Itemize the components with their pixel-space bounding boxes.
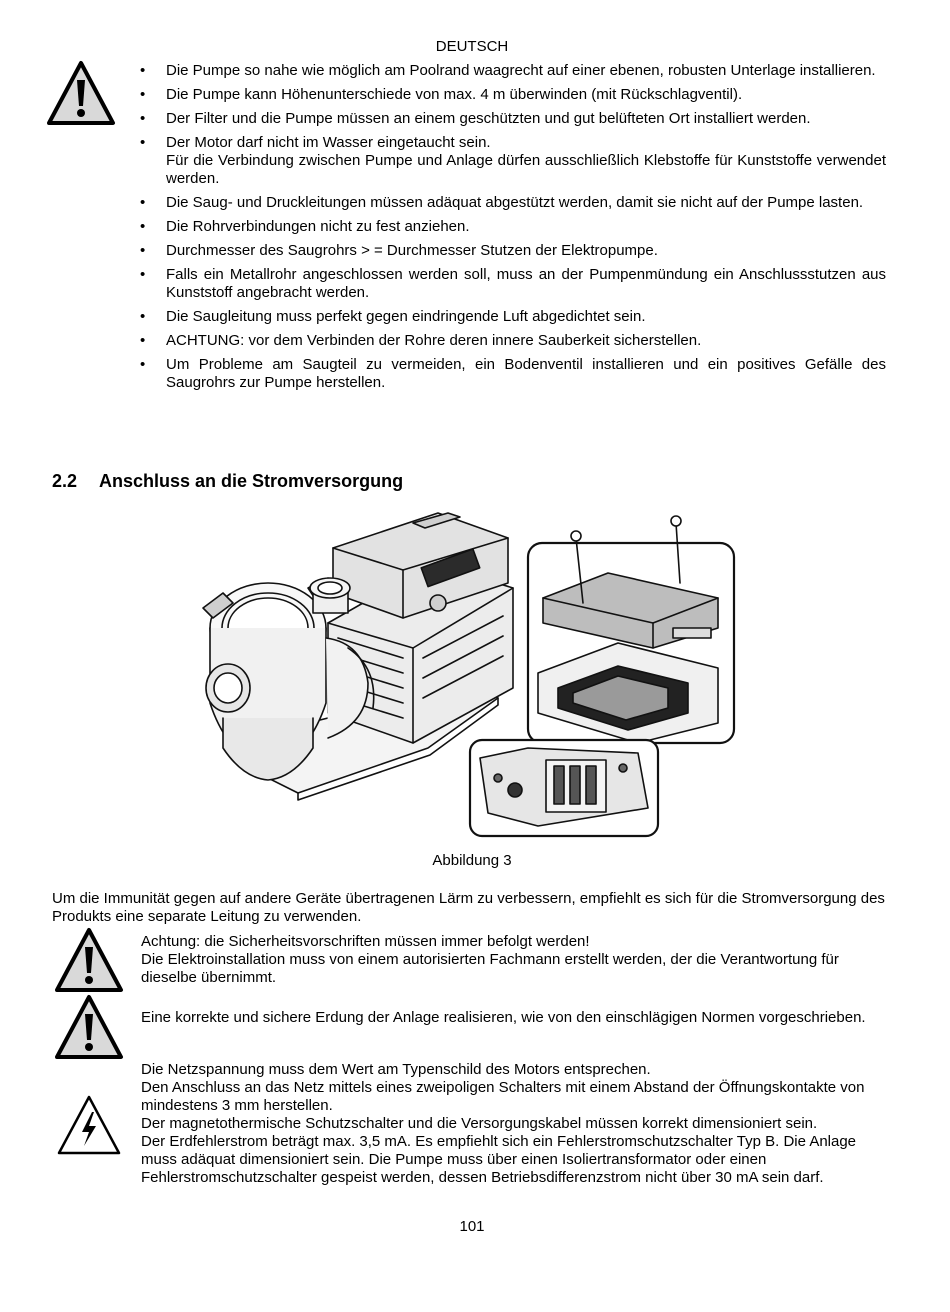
installation-notes-list: [140, 62, 886, 398]
list-item-text: • Die Pumpe kann Höhenunterschiede von max. 4 m überwinden (mit Rückschlagventil).: [166, 86, 743, 103]
page-number: 101: [459, 1218, 485, 1235]
list-item-text: • Die Rohrverbindungen nicht zu fest anziehen.: [166, 218, 470, 235]
list-item: [140, 356, 886, 392]
list-item-text: • Die Pumpe so nahe wie möglich am Poolrand waagrecht auf einer ebenen, robusten Unterlage installieren.: [166, 62, 876, 79]
pump-wiring-illustration: [198, 508, 742, 848]
notice-line: Der Erdfehlerstrom beträgt max. 3,5 mA. Es empfiehlt sich ein Fehlerstromschutzschalter Typ B. Die Anlage muss adäquat dimensioniert sein. Die Pumpe muss über einen Isoliertransformator oder einen Fehlerstromschutzschalter gespeist werden, dessen Betriebsdifferenzstrom nicht über 30 mA sein darf.: [141, 1133, 857, 1186]
safety-notice: [141, 933, 881, 987]
list-item-text: • Die Saug- und Druckleitungen müssen adäquat abgestützt werden, damit sie nicht auf der Pumpe lasten.: [166, 194, 864, 211]
list-item: [140, 134, 886, 188]
list-item-text: • Die Saugleitung muss perfekt gegen eindringende Luft abgedichtet sein.: [166, 308, 646, 325]
high-voltage-icon: [56, 1094, 122, 1156]
notice-line: Der magnetothermische Schutzschalter und die Versorgungskabel müssen korrekt dimensioniert sein.: [141, 1115, 818, 1132]
list-item-text: • Der Filter und die Pumpe müssen an einem geschützten und gut belüfteten Ort installiert werden.: [166, 110, 811, 127]
list-item: [140, 308, 886, 326]
warning-triangle-icon: [54, 927, 124, 993]
notice-line: Die Netzspannung muss dem Wert am Typenschild des Motors entsprechen.: [141, 1061, 651, 1078]
intro-paragraph: Um die Immunität gegen auf andere Geräte übertragenen Lärm zu verbessern, empfiehlt es sich für die Stromversorgung des Produkts eine separate Leitung zu verwenden.: [52, 890, 885, 925]
list-item-text: • Falls ein Metallrohr angeschlossen werden soll, muss an der Pumpenmündung ein Anschlussstutzen aus Kunststoff angebracht werden.: [166, 266, 886, 301]
list-item: [140, 194, 886, 212]
grounding-notice: [141, 1009, 881, 1027]
list-item-text: Für die Verbindung zwischen Pumpe und Anlage dürfen ausschließlich Klebstoffe für Kunststoffe verwendet werden.: [166, 152, 886, 187]
electrical-notice: [141, 1061, 881, 1187]
notice-line: Die Elektroinstallation muss von einem autorisierten Fachmann erstellt werden, der die Verantwortung für dieselbe übernimmt.: [141, 951, 839, 986]
section-title: Anschluss an die Stromversorgung: [99, 471, 404, 491]
list-item: [140, 332, 886, 350]
notice-line: Achtung: die Sicherheitsvorschriften müssen immer befolgt werden!: [141, 933, 590, 950]
notice-line: Den Anschluss an das Netz mittels eines zweipoligen Schalters mit einem Abstand der Öffnungskontakte von mindestens 3 mm herstellen.: [141, 1079, 865, 1114]
section-number: 2.2: [52, 471, 78, 491]
list-item: [140, 242, 886, 260]
section-heading: [52, 470, 403, 492]
document-language-header: DEUTSCH: [435, 38, 509, 55]
list-item-text: • Um Probleme am Saugteil zu vermeiden, ein Bodenventil installieren und ein positives Gefälle des Saugrohrs zur Pumpe herstellen.: [166, 356, 886, 391]
list-item: [140, 62, 886, 80]
list-item-text: • ACHTUNG: vor dem Verbinden der Rohre deren innere Sauberkeit sicherstellen.: [166, 332, 702, 349]
list-item: [140, 218, 886, 236]
list-item-text: • Der Motor darf nicht im Wasser eingetaucht sein.: [166, 134, 491, 151]
figure-caption: Abbildung 3: [432, 852, 512, 869]
list-item: [140, 266, 886, 302]
notice-line: Eine korrekte und sichere Erdung der Anlage realisieren, wie von den einschlägigen Normen vorgeschrieben.: [141, 1009, 866, 1026]
list-item-text: • Durchmesser des Saugrohrs > = Durchmesser Stutzen der Elektropumpe.: [166, 242, 658, 259]
list-item: [140, 110, 886, 128]
warning-triangle-icon: [46, 60, 116, 126]
warning-triangle-icon: [54, 994, 124, 1060]
list-item: [140, 86, 886, 104]
